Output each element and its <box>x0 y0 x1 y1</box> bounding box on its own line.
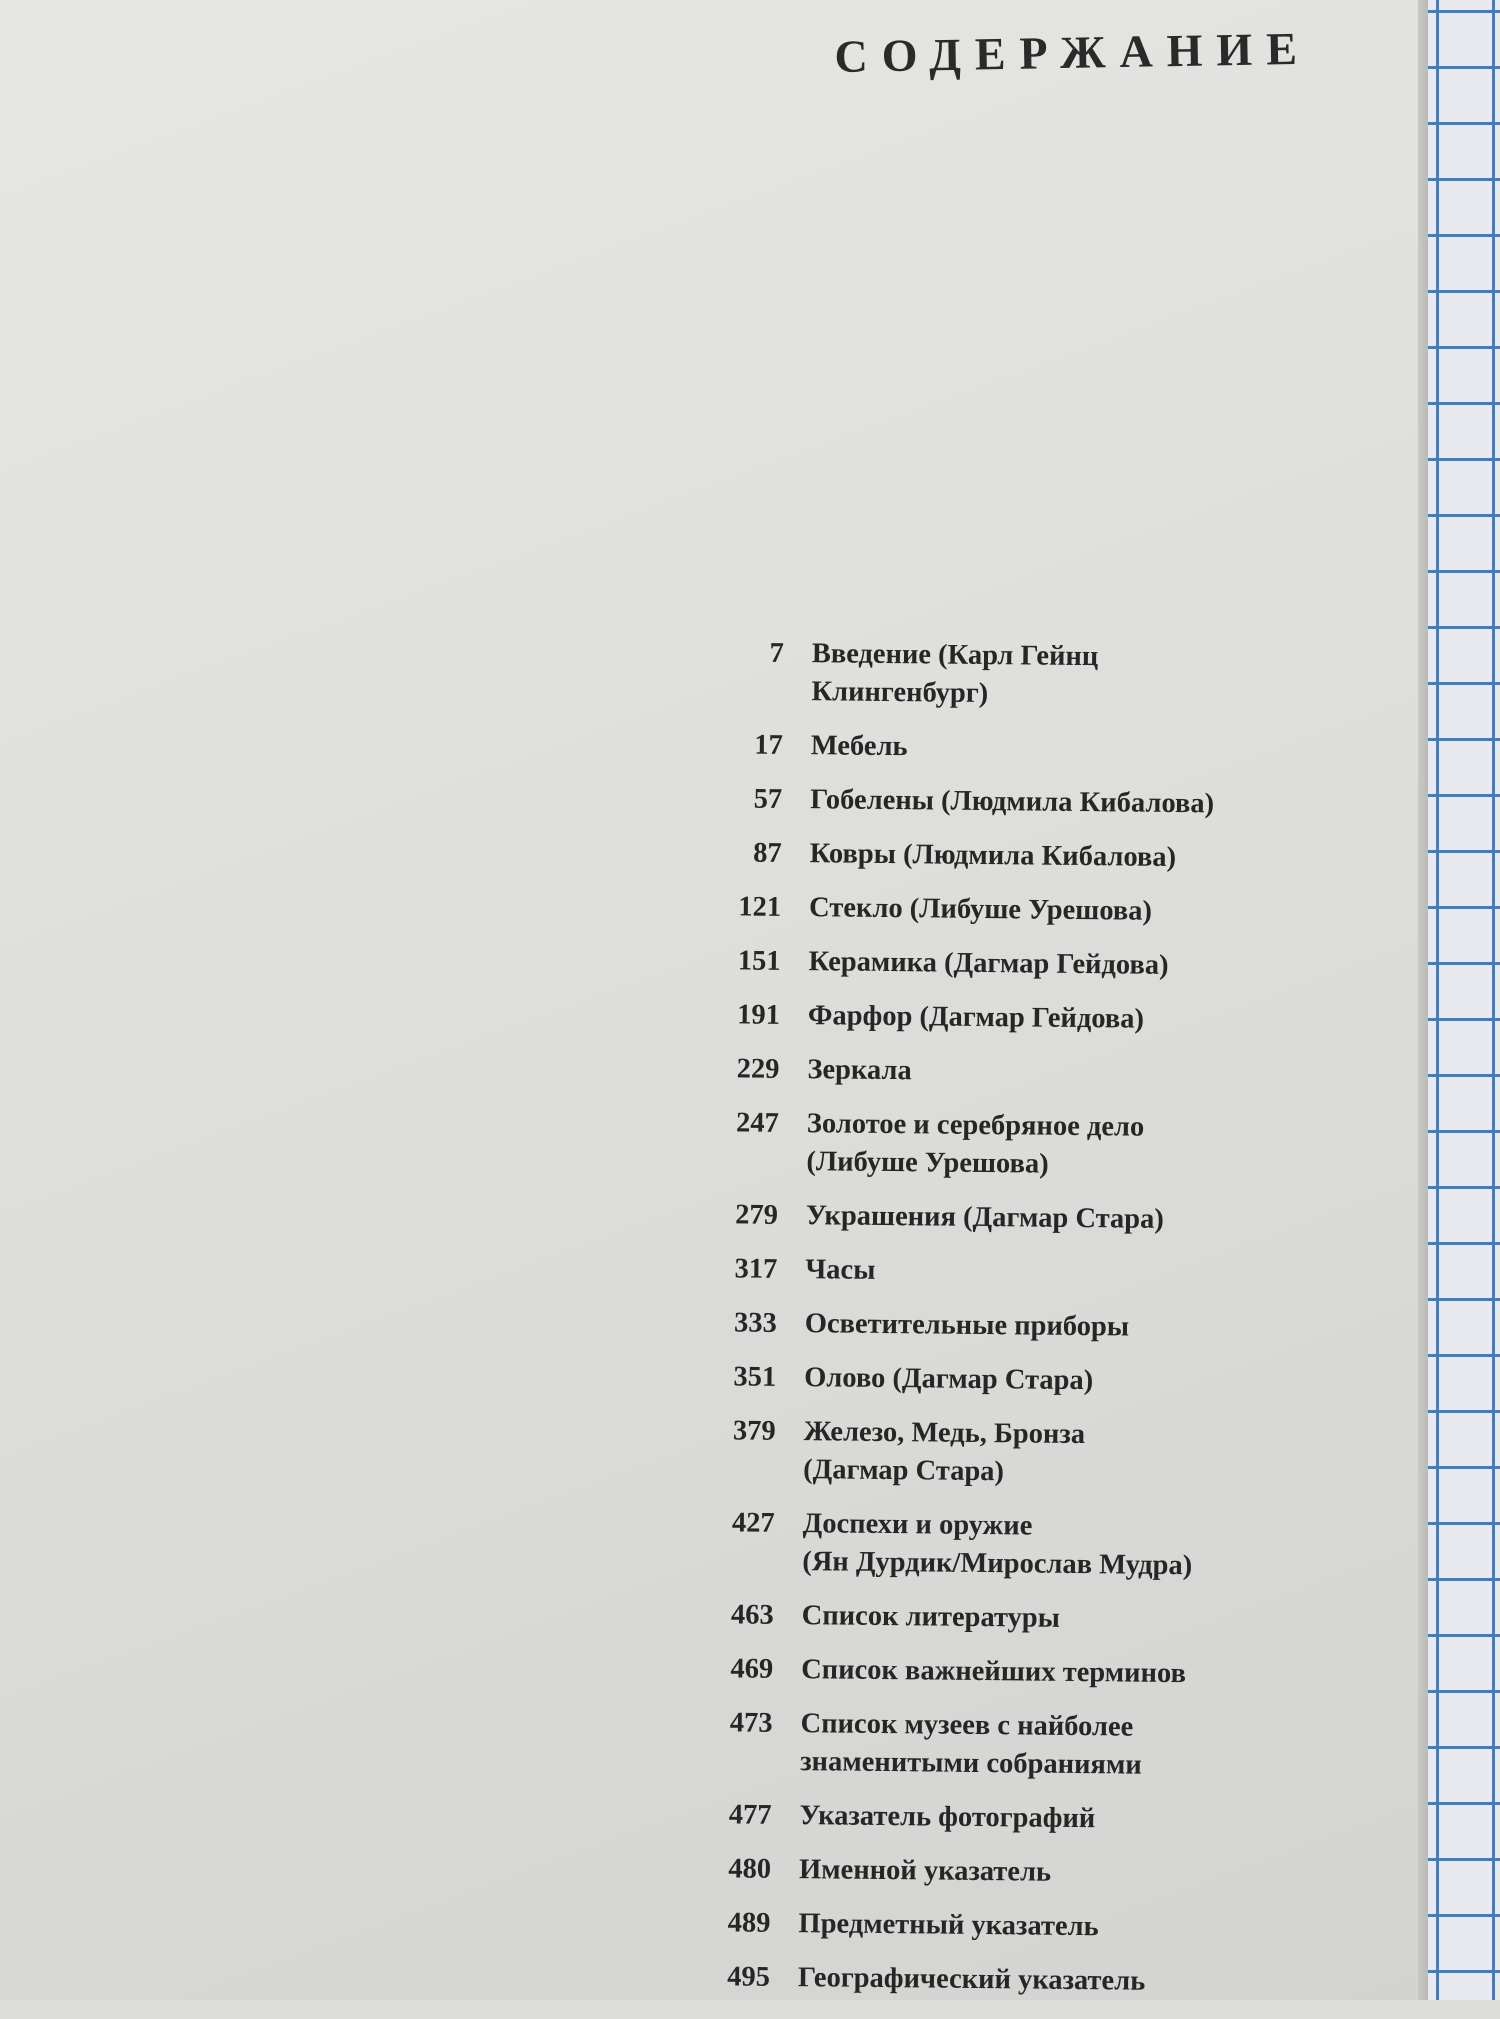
toc-page-number: 191 <box>737 999 781 1031</box>
toc-page-number: 379 <box>732 1415 776 1447</box>
toc-page-number: 57 <box>753 783 783 815</box>
toc-page-number: 229 <box>736 1053 780 1085</box>
toc-entry <box>697 888 1397 933</box>
toc-entry <box>692 1358 1392 1403</box>
toc-entry <box>691 1412 1392 1495</box>
toc-page-number: 247 <box>735 1107 780 1139</box>
toc-entry <box>690 1596 1390 1641</box>
toc-entry <box>686 1958 1386 2003</box>
toc-page-number: 317 <box>734 1253 778 1285</box>
toc-entry-text: Стекло (Либуше Урешова) <box>808 892 1153 927</box>
toc-entry-text: Список важнейших терминов <box>800 1654 1187 1690</box>
toc-entry-text: Олово (Дагмар Стара) <box>804 1362 1094 1397</box>
toc-page-number: 495 <box>727 1961 771 1993</box>
toc-entry-text: Мебель <box>810 730 908 763</box>
toc-page-number: 87 <box>753 837 782 869</box>
toc-entry <box>693 1304 1393 1349</box>
toc-page-number: 473 <box>729 1707 773 1739</box>
page-title: СОДЕРЖАНИЕ <box>834 22 1312 82</box>
toc-entry <box>696 942 1396 987</box>
toc-entry-text: Предметный указатель <box>798 1908 1099 1943</box>
toc-entry <box>694 1104 1395 1187</box>
toc-entry-text: Ковры (Людмила Кибалова) <box>809 838 1177 873</box>
toc-entry-text: Железо, Медь, Бронза <box>803 1416 1086 1451</box>
toc-page-number: 489 <box>727 1907 771 1939</box>
toc-page-number: 477 <box>728 1799 772 1831</box>
toc-entry <box>690 1504 1391 1587</box>
table-of-contents <box>686 634 1400 2019</box>
toc-page-number: 333 <box>733 1307 777 1339</box>
toc-entry <box>693 1250 1393 1295</box>
toc-entry-text: Список литературы <box>801 1600 1061 1634</box>
toc-entry-text: Доспехи и оружие <box>802 1508 1033 1542</box>
toc-page-number: 17 <box>754 729 784 761</box>
toc-page-number: 121 <box>738 891 782 923</box>
grid-paper-background <box>1428 0 1500 2000</box>
toc-entry-text: (Дагмар Стара) <box>803 1454 1005 1488</box>
toc-page-number: 351 <box>733 1361 777 1393</box>
toc-entry-text: (Ян Дурдик/Мирослав Мудра) <box>802 1546 1193 1582</box>
toc-entry-text: Список музеев с найболее <box>800 1708 1134 1743</box>
toc-entry <box>688 1704 1389 1787</box>
toc-entry <box>687 1850 1387 1895</box>
toc-entry-text: Гобелены (Людмила Кибалова) <box>810 784 1215 820</box>
toc-entry <box>695 1050 1395 1095</box>
toc-entry-text: Осветительные приборы <box>804 1308 1130 1343</box>
toc-entry-text: (Либуше Урешова) <box>806 1146 1049 1180</box>
toc-entry <box>698 780 1398 825</box>
toc-page-number: 427 <box>731 1507 775 1539</box>
toc-entry <box>687 1796 1387 1841</box>
toc-entry-text: Именной указатель <box>798 1854 1052 1888</box>
toc-entry <box>696 996 1396 1041</box>
toc-entry <box>699 726 1399 771</box>
toc-entry-text: Украшения (Дагмар Стара) <box>805 1200 1165 1235</box>
toc-entry-text: Фарфор (Дагмар Гейдова) <box>807 1000 1145 1035</box>
page-edge <box>1418 0 1428 2000</box>
toc-page-number: 279 <box>735 1199 779 1231</box>
toc-entry <box>686 1904 1386 1949</box>
toc-entry <box>698 834 1398 879</box>
toc-entry-text: Клингенбург) <box>811 676 989 710</box>
toc-entry <box>699 634 1400 717</box>
toc-entry-text: Указатель фотографий <box>799 1800 1096 1835</box>
toc-page-number: 151 <box>737 945 781 977</box>
toc-entry-text: Географический указатель <box>797 1962 1146 1997</box>
toc-entry-text: Золотое и серебряное дело <box>806 1108 1145 1143</box>
toc-page-number: 469 <box>730 1653 774 1685</box>
toc-entry-text: Часы <box>805 1254 876 1286</box>
toc-page-number: 463 <box>730 1599 774 1631</box>
toc-entry-text: знаменитыми собраниями <box>800 1746 1142 1781</box>
toc-page-number: 480 <box>728 1853 772 1885</box>
toc-entry-text: Введение (Карл Гейнц <box>811 638 1099 673</box>
toc-page-number: 7 <box>769 637 784 669</box>
toc-entry <box>694 1196 1394 1241</box>
toc-entry <box>689 1650 1389 1695</box>
toc-entry-text: Зеркала <box>807 1054 912 1087</box>
toc-entry-text: Керамика (Дагмар Гейдова) <box>808 946 1169 981</box>
